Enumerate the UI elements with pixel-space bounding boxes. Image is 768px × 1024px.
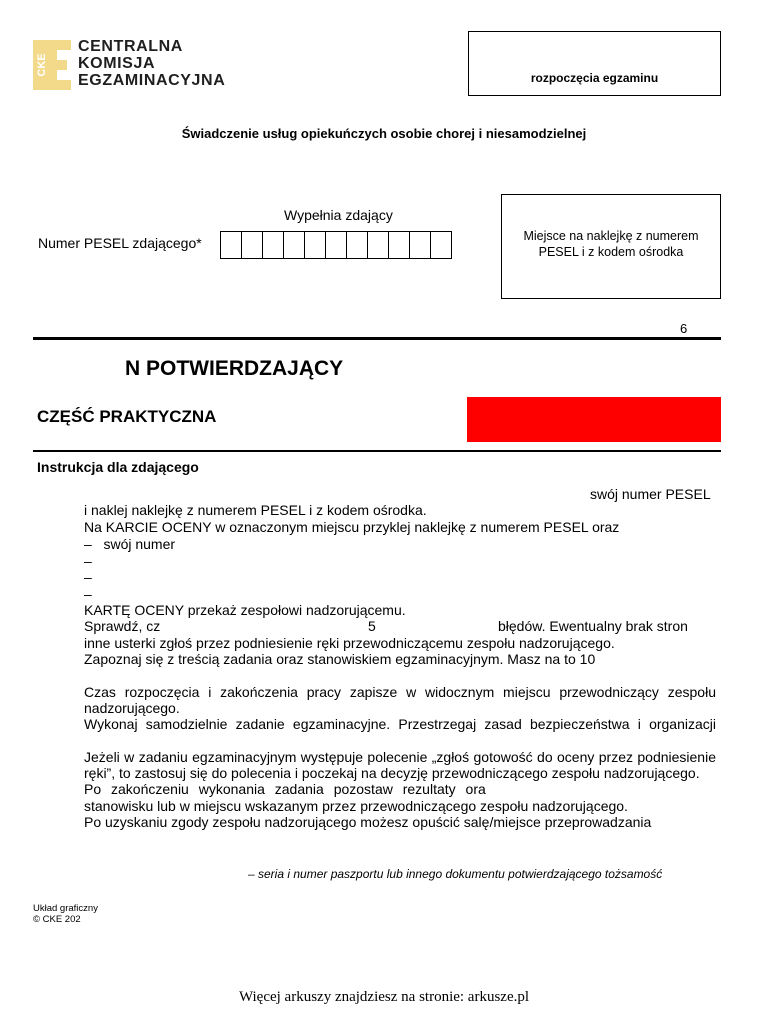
instr-line-12: Czas rozpoczęcia i zakończenia pracy zapisze w widocznym miejscu przewodniczący zespołu <box>84 684 716 700</box>
exam-start-label: rozpoczęcia egzaminu <box>530 71 659 85</box>
pesel-digit-box[interactable] <box>220 231 242 259</box>
layout-credit-line-1: Układ graficzny <box>33 903 98 914</box>
pesel-digit-box[interactable] <box>367 231 389 259</box>
instr-line-7: – <box>84 586 92 602</box>
instructions-title: Instrukcja dla zdającego <box>37 459 199 475</box>
instr-line-1: swój numer PESEL <box>590 486 711 502</box>
divider-middle <box>33 450 721 452</box>
pesel-digit-box[interactable] <box>262 231 284 259</box>
instr-line-15: Jeżeli w zadaniu egzaminacyjnym występuje polecenie „zgłoś gotowość do oceny przez podniesienie <box>84 749 716 765</box>
passport-footnote: – seria i numer paszportu lub innego dokumentu potwierdzającego tożsamość <box>248 867 663 881</box>
pesel-digit-box[interactable] <box>409 231 431 259</box>
cke-logo-text <box>78 38 225 89</box>
instr-line-2: i naklej naklejkę z numerem PESEL i z kodem ośrodka. <box>84 502 427 518</box>
cke-logo-mark <box>33 40 71 90</box>
divider-top <box>33 337 721 340</box>
qualification-title: Świadczenie usług opiekuńczych osobie chorej i niesamodzielnej <box>181 126 587 141</box>
instr-line-9a: Sprawdź, cz <box>84 618 161 634</box>
instr-line-9c: błędów. Ewentualny brak stron <box>498 618 688 634</box>
instr-line-8: KARTĘ OCENY przekaż zespołowi nadzorującemu. <box>84 602 406 618</box>
sticker-placeholder-text: Miejsce na naklejkę z numerem PESEL i z kodem ośrodka <box>523 229 699 259</box>
instr-line-17: Po zakończeniu wykonania zadania pozostaw rezultaty ora <box>84 781 486 797</box>
instr-line-5: – <box>84 553 92 569</box>
filler-label: Wypełnia zdający <box>284 207 393 223</box>
part-title: CZĘŚĆ PRAKTYCZNA <box>37 407 217 426</box>
instr-line-10: inne usterki zgłoś przez podniesienie ręki przewodniczącemu zespołu nadzorującego. <box>84 635 615 651</box>
source-link-text[interactable]: Więcej arkuszy znajdziesz na stronie: arkusze.pl <box>238 989 530 1005</box>
instr-line-3: Na KARCIE OCENY w oznaczonym miejscu przyklej naklejkę z numerem PESEL oraz <box>84 519 620 535</box>
logo-mark-text: CKE <box>36 53 48 77</box>
logo-line-3: EGZAMINACYJNA <box>78 72 226 89</box>
pesel-digit-box[interactable] <box>346 231 368 259</box>
instr-line-11: Zapoznaj się z treścią zadania oraz stanowiskiem egzaminacyjnym. Masz na to 10 <box>84 651 596 667</box>
instr-line-9b: 5 <box>368 618 376 634</box>
instr-line-14: Wykonaj samodzielnie zadanie egzaminacyjne. Przestrzegaj zasad bezpieczeństwa i organizacji <box>84 716 716 732</box>
instr-line-18: stanowisku lub w miejscu wskazanym przez przewodniczącego zespołu nadzorującego. <box>84 798 628 814</box>
pesel-input-grid[interactable] <box>220 231 451 259</box>
instr-line-4: – swój numer <box>84 536 176 552</box>
sticker-placeholder-box <box>501 194 721 299</box>
instr-line-19: Po uzyskaniu zgody zespołu nadzorującego możesz opuścić salę/miejsce przeprowadzania <box>84 814 652 830</box>
logo-line-2: KOMISJA <box>78 55 156 72</box>
pesel-digit-box[interactable] <box>325 231 347 259</box>
pesel-digit-box[interactable] <box>283 231 305 259</box>
logo-line-1: CENTRALNA <box>78 38 183 55</box>
pesel-digit-box[interactable] <box>430 231 452 259</box>
exam-type-title: N POTWIERDZAJĄCY <box>125 357 344 380</box>
pesel-digit-box[interactable] <box>241 231 263 259</box>
instr-line-6: – <box>84 569 92 585</box>
page-count: 6 <box>680 321 688 336</box>
instr-line-13: nadzorującego. <box>84 700 180 716</box>
pesel-label: Numer PESEL zdającego* <box>38 235 202 251</box>
instr-line-16: ręki”, to zastosuj się do polecenia i poczekaj na decyzję przewodniczącego zespołu nadzorującego. <box>84 765 700 781</box>
red-bar-block <box>467 397 721 442</box>
exam-start-box <box>468 31 721 96</box>
pesel-digit-box[interactable] <box>304 231 326 259</box>
layout-credit-line-2: © CKE 202 <box>33 914 81 925</box>
pesel-digit-box[interactable] <box>388 231 410 259</box>
layout-credit <box>33 903 98 925</box>
